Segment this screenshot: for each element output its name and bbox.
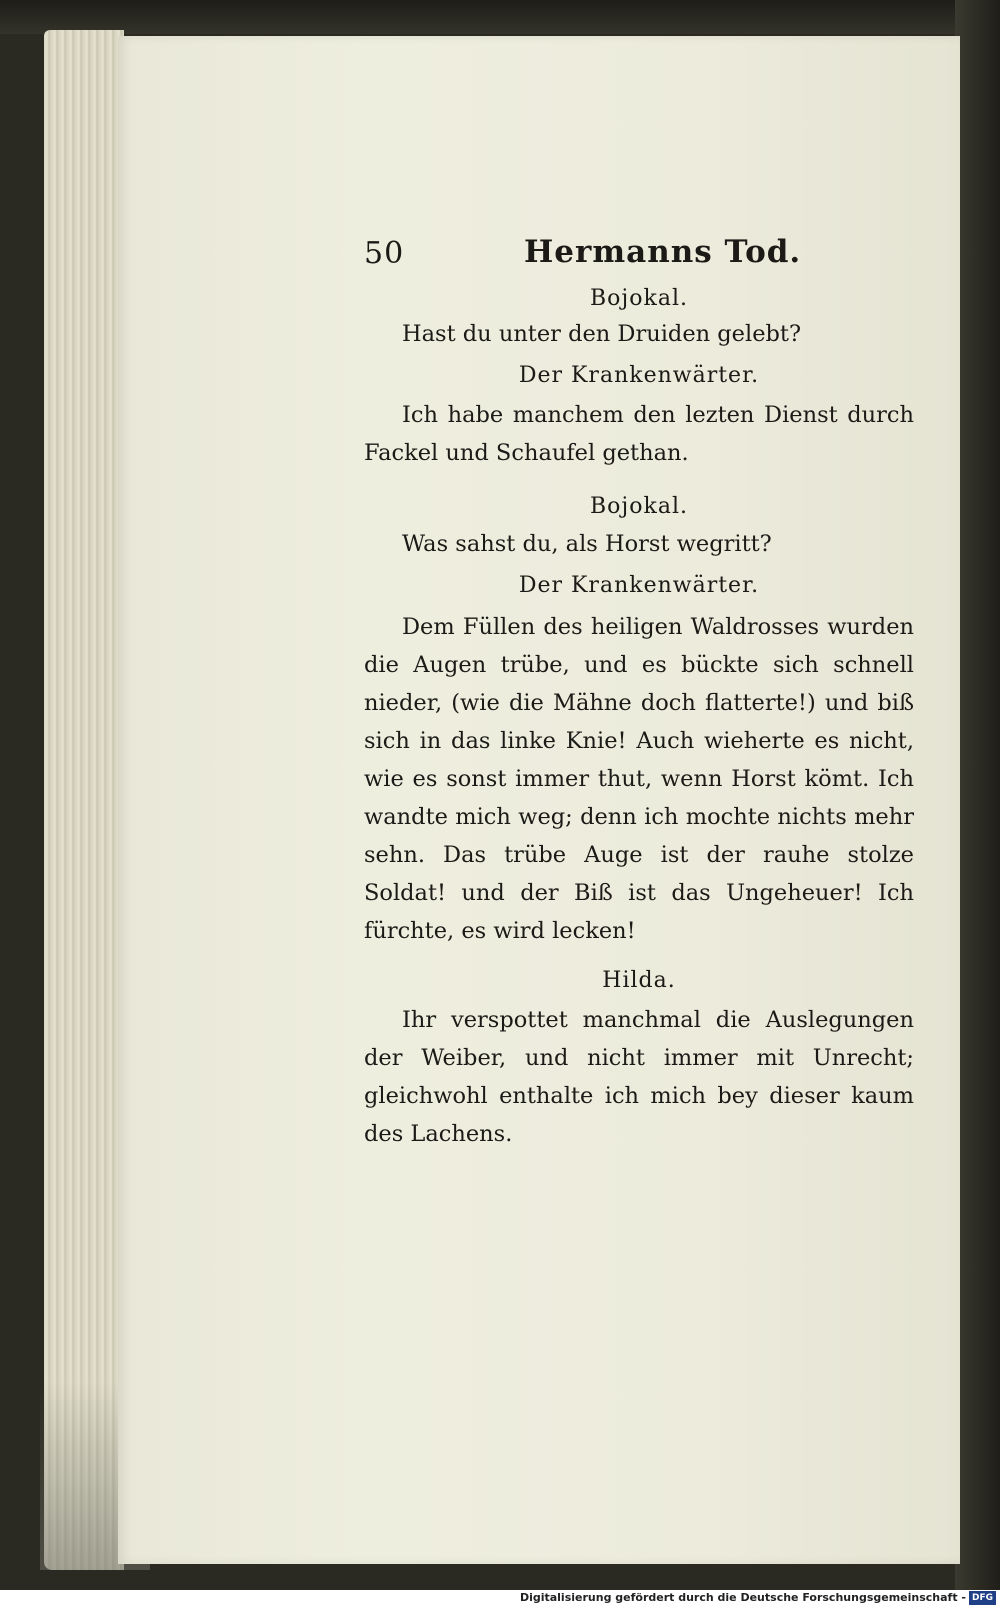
dialogue-paragraph: Dem Füllen des heiligen Waldrosses wurden die Augen trübe, und es bückte sich schnell nieder, (wie die Mähne doch flatterte!) und biß sich in das linke Knie! Auch wieherte es nicht, wie es sonst immer thut, wenn Horst kömt. Ich wandte mich weg; denn ich mochte nichts mehr sehn. Das trübe Auge ist der rauhe stolze Soldat! und der Biß ist das Ungeheuer! Ich fürchte, es wird lecken!: [364, 614, 914, 944]
dialogue-paragraph: Hast du unter den Druiden gelebt?: [402, 321, 802, 347]
page-number: 50: [364, 236, 405, 271]
top-shadow: [0, 0, 1000, 34]
page-edge-stack: [44, 30, 124, 1570]
speaker-label: Der Krankenwärter.: [518, 573, 760, 598]
speaker-label: Der Krankenwärter.: [518, 363, 760, 388]
speaker-label: Hilda.: [602, 968, 676, 993]
dfg-logo-icon: DFG: [969, 1591, 996, 1605]
dialogue-paragraph: Ihr verspottet manchmal die Auslegungen der Weiber, und nicht immer mit Unrecht; gleichwohl enthalte ich mich bey dieser kaum des Lachens.: [364, 1007, 914, 1147]
speaker-label: Bojokal.: [590, 286, 688, 311]
page-header: [364, 232, 914, 282]
running-title: Hermanns Tod.: [524, 234, 802, 270]
dialogue-paragraph: Was sahst du, als Horst wegritt?: [402, 531, 772, 557]
speaker-label: Bojokal.: [590, 494, 688, 519]
right-shadow: [955, 0, 1000, 1590]
dialogue-paragraph: Ich habe manchem den lezten Dienst durch Fackel und Schaufel gethan.: [364, 402, 914, 466]
digitization-credit: Digitalisierung gefördert durch die Deutsche Forschungsgemeinschaft -: [519, 1591, 966, 1604]
page-content: [364, 232, 914, 1153]
